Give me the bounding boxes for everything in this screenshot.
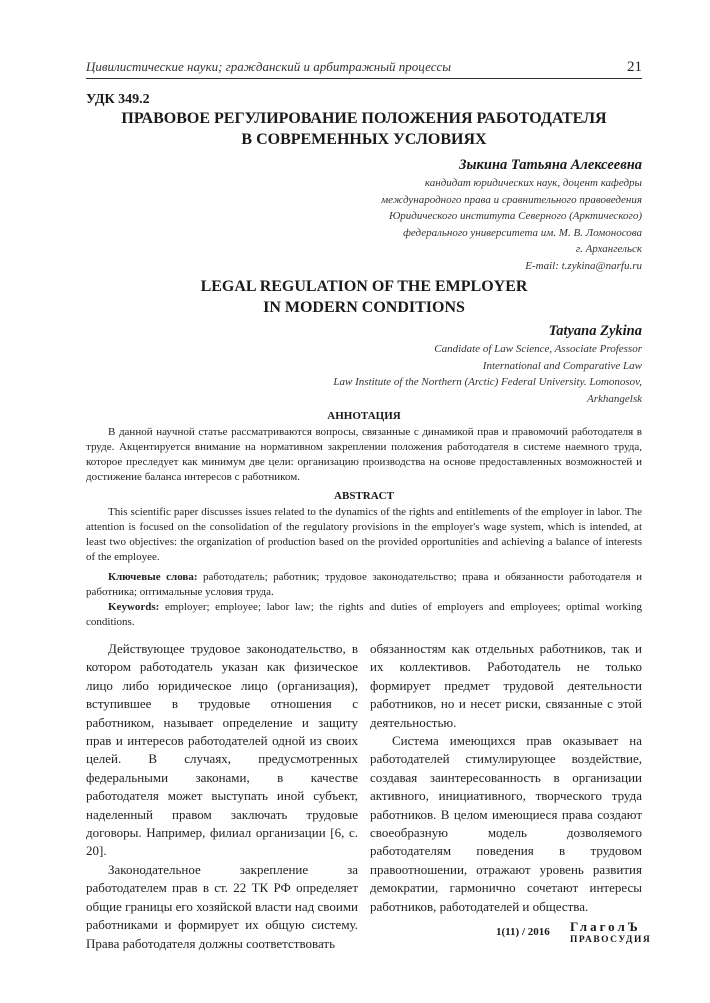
body-paragraph-continued: обязанностям как отдельных работников, так и их коллективов. Работодатель не только формирует предмет трудовой деятельности работников, но и несет риски, связанные с этой деятельностью. (370, 641, 642, 730)
body-column-left (86, 640, 358, 953)
keywords-en-text: employer; employee; labor law; the rights and duties of employers and employees; optimal working conditions. (86, 601, 642, 628)
journal-section-title: Цивилистические науки; гражданский и арбитражный процессы (86, 59, 452, 74)
affiliation-line-en: Arkhangelsk (587, 392, 642, 405)
affiliation-line-en: International and Comparative Law (482, 359, 642, 372)
author-block-ru (222, 156, 642, 274)
affiliation-line: Юридического института Северного (Арктического) (388, 210, 642, 222)
author-email[interactable]: E-mail: t.zykina@narfu.ru (525, 259, 642, 272)
affiliation-line: федерального университета им. М. В. Ломоносова (403, 226, 642, 239)
page-number: 21 (627, 59, 642, 75)
body-paragraph: Законодательное закрепление за работодателем прав в ст. 22 ТК РФ определяет общие границы его хозяйской власти над своими работниками и формирует их общую систему. Права работодателя должны соответствовать (86, 861, 358, 951)
body-column-right (370, 640, 642, 916)
keywords-ru (86, 570, 642, 600)
article-title-en (86, 276, 642, 318)
affiliation-line-en: Candidate of Law Science, Associate Professor (434, 343, 642, 355)
author-block-en (222, 322, 642, 407)
title-ru-line-1: ПРАВОВОЕ РЕГУЛИРОВАНИЕ ПОЛОЖЕНИЯ РАБОТОДАТЕЛЯ (121, 110, 607, 127)
body-paragraph: Действующее трудовое законодательство, в котором работодатель указан как физическое лицо либо юридическое лицо (организация), вступившее в трудовые отношения с работником, называет определение и защиту прав и интересов работодателей одной из своих целей. В случаях, предусмотренных федеральными законами, в качестве работодателя может выступать иной субъект, наделенный правом заключать трудовые договоры. Например, филиал организации [6, с. 20]. (86, 641, 358, 859)
affiliation-line: международного права и сравнительного правоведения (381, 193, 642, 206)
affiliation-line: кандидат юридических наук, доцент кафедры (424, 177, 642, 189)
body-paragraph: Система имеющихся прав оказывает на работодателей стимулирующее воздействие, создавая заинтересованность в организации активного, инициативного, творческого труда работников. В целом имеющиеся права создают своеобразную модель дозволяемого работодателям поведения в трудовом правоотношении, отражают уровень развития демократии, гармонично сочетают интересы работников, работодателей и общества. (370, 733, 642, 914)
udk-code: УДК 349.2 (86, 92, 150, 107)
title-ru-line-2: В СОВРЕМЕННЫХ УСЛОВИЯХ (241, 131, 487, 148)
affiliation-line-en: Law Institute of the Northern (Arctic) Federal University. Lomonosov, (333, 376, 642, 388)
keywords-en (86, 600, 642, 630)
keywords-en-label: Keywords: (108, 601, 160, 613)
issue-number: 1(11) / 2016 (496, 926, 550, 938)
abstract-heading: ABSTRACT (334, 490, 394, 502)
annotation-heading: АННОТАЦИЯ (327, 410, 401, 422)
annotation-text: В данной научной статье рассматриваются вопросы, связанные с динамикой прав и правомочий работодателя в труде. Акцентируется внимание на нормативном закреплении положения работодателя в системе наемного труда, которое преследует как минимум две цели: организацию производства на основе предоставленных возможностей и достижение баланса интересов с работником. (86, 426, 642, 483)
abstract-text: This scientific paper discusses issues related to the dynamics of the rights and entitlements of the employer in labor. The attention is focused on the consolidation of the regulatory provisions in the employer's wage system, which is intended, at least two objectives: the organization of production based on the provided opportunities and achieving a balance of interests of the employee. (86, 506, 642, 563)
keywords-ru-text: работодатель; работник; трудовое законодательство; права и обязанности работодателя и работника; оптимальные условия труда. (86, 571, 643, 598)
author-name-ru: Зыкина Татьяна Алексеевна (459, 157, 642, 173)
keywords-ru-label: Ключевые слова: (108, 571, 198, 583)
logo-line-2: ПРАВОСУДИЯ (570, 935, 652, 945)
title-en-line-1: LEGAL REGULATION OF THE EMPLOYER (200, 278, 528, 295)
journal-logo (570, 919, 651, 945)
logo-line-1: ГлаголЪ (570, 919, 641, 934)
affiliation-city: г. Архангельск (575, 243, 642, 255)
title-en-line-2: IN MODERN CONDITIONS (263, 299, 465, 316)
article-title-ru (86, 108, 642, 150)
running-header (86, 58, 642, 79)
author-name-en: Tatyana Zykina (548, 323, 642, 339)
